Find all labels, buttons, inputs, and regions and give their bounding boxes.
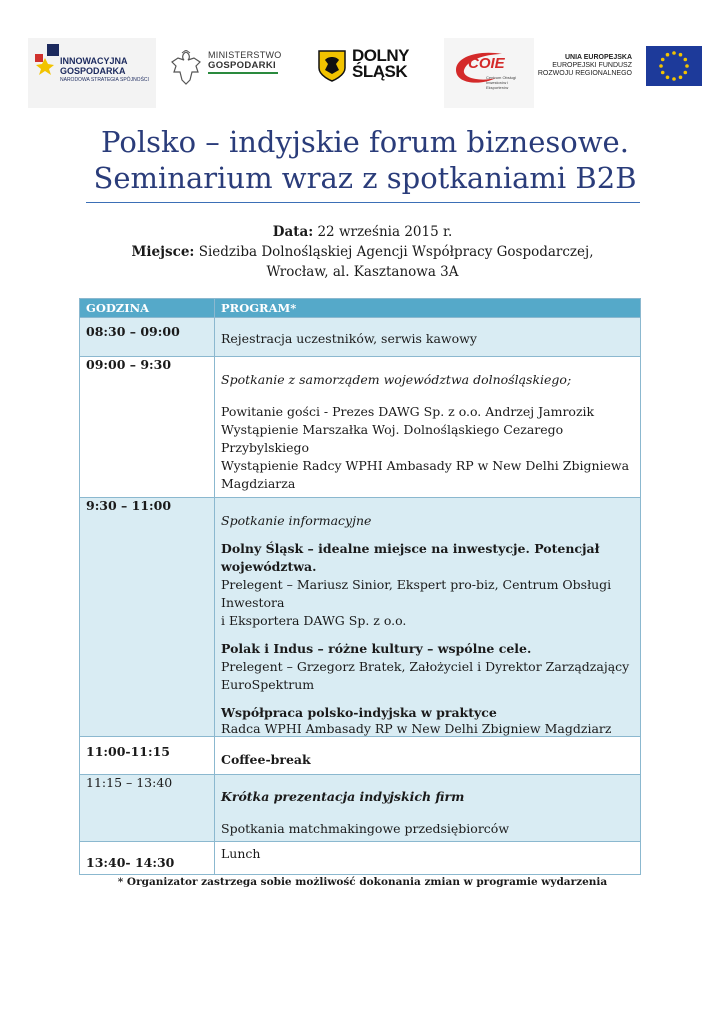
program-line: Radca WPHI Ambasady RP w New Delhi Zbigniew Magdziarz	[221, 721, 612, 736]
logo-bar	[20, 38, 710, 108]
coie-logo	[444, 38, 534, 108]
program-cell	[215, 775, 641, 842]
time-cell: 09:00 – 9:30	[80, 357, 215, 498]
eu-flag-icon	[646, 46, 702, 86]
program-line: Wystąpienie Radcy WPHI Ambasady RP w New Delhi Zbigniewa	[221, 458, 630, 473]
innowacyjna-line3: NARODOWA STRATEGIA SPÓJNOŚCI	[60, 77, 149, 83]
program-cell	[215, 842, 641, 875]
table-row	[80, 498, 641, 737]
innowacyjna-line2: GOSPODARKA	[60, 66, 126, 76]
program-cell	[215, 357, 641, 498]
time-cell: 9:30 – 11:00	[80, 498, 215, 737]
event-date	[80, 222, 645, 243]
ministerstwo-gospodarki-logo	[168, 38, 282, 108]
ue-line1: UNIA EUROPEJSKA	[564, 54, 632, 61]
program-line: Rejestracja uczestników, serwis kawowy	[221, 331, 477, 346]
program-cell	[215, 318, 641, 357]
ministerstwo-line2: GOSPODARKI	[208, 60, 276, 71]
footnote: * Organizator zastrzega sobie możliwość dokonania zmian w programie wydarzenia	[117, 876, 608, 888]
event-place	[80, 242, 645, 263]
ue-line2: EUROPEJSKI FUNDUSZ	[552, 62, 632, 69]
table-row	[80, 775, 641, 842]
program-cell	[215, 498, 641, 737]
dolny-slask-line1: DOLNY	[352, 46, 409, 65]
program-line: Spotkania matchmakingowe przedsiębiorców	[221, 821, 510, 836]
event-place-line2: Wrocław, al. Kasztanowa 3A	[266, 264, 459, 280]
ue-line3: ROZWOJU REGIONALNEGO	[537, 70, 632, 77]
table-row	[80, 318, 641, 357]
time-cell: 13:40- 14:30	[80, 842, 215, 875]
time-cell: 11:15 – 13:40	[80, 775, 215, 842]
ministerstwo-line1: MINISTERSTWO	[208, 50, 282, 60]
page-title	[80, 124, 650, 196]
dolny-slask-shield-icon	[318, 50, 346, 82]
coie-subtitle: Centrum Obsługi Inwestorów i Eksporterów	[486, 75, 517, 90]
program-line: Krótka prezentacja indyjskich firm	[221, 789, 465, 804]
date-value: 22 września 2015 r.	[317, 224, 453, 240]
innowacyjna-line1: INNOWACYJNA	[60, 56, 128, 66]
coie-name: COIE	[468, 55, 505, 72]
place-value: Siedziba Dolnośląskiej Agencji Współpracy Gospodarczej,	[198, 244, 594, 260]
program-line: województwa.	[221, 559, 317, 574]
dolny-slask-line2: ŚLĄSK	[352, 62, 408, 81]
program-line: Coffee-break	[221, 752, 311, 767]
program-line: Lunch	[221, 846, 261, 861]
header-program: PROGRAM*	[215, 299, 641, 318]
program-line: Magdziarza	[221, 476, 296, 491]
innowacyjna-gospodarka-logo	[28, 38, 156, 108]
time-cell: 11:00-11:15	[80, 737, 215, 775]
program-line: Spotkanie z samorządem województwa dolnośląskiego;	[221, 372, 572, 387]
time-cell: 08:30 – 09:00	[80, 318, 215, 357]
program-line: Prelegent – Mariusz Sinior, Ekspert pro-biz, Centrum Obsługi Inwestora	[221, 577, 612, 610]
eagle-icon	[170, 50, 202, 86]
place-label: Miejsce:	[131, 244, 195, 260]
table-row	[80, 842, 641, 875]
program-line: Wystąpienie Marszałka Woj. Dolnośląskiego Cezarego Przybylskiego	[221, 422, 564, 455]
dolny-slask-logo	[318, 38, 428, 108]
program-line: Współpraca polsko-indyjska w praktyce	[221, 705, 497, 720]
program-line: EuroSpektrum	[221, 677, 315, 692]
program-cell	[215, 737, 641, 775]
program-line: Polak i Indus – różne kultury – wspólne cele.	[221, 641, 532, 656]
ministerstwo-green-bar	[208, 72, 278, 74]
header-godzina: GODZINA	[80, 299, 215, 318]
unia-europejska-logo	[536, 38, 708, 108]
program-line: i Eksportera DAWG Sp. z o.o.	[221, 613, 407, 628]
program-table	[79, 298, 641, 875]
table-row	[80, 357, 641, 498]
title-divider	[86, 202, 640, 203]
program-line: Dolny Śląsk – idealne miejsce na inwestycje. Potencjał	[221, 541, 600, 556]
program-line: Spotkanie informacyjne	[221, 513, 372, 528]
date-label: Data:	[272, 224, 314, 240]
program-line: Powitanie gości - Prezes DAWG Sp. z o.o. Andrzej Jamrozik	[221, 404, 595, 419]
program-line: Prelegent – Grzegorz Bratek, Założyciel i Dyrektor Zarządzający	[221, 659, 630, 674]
title-line1: Polsko – indyjskie forum biznesowe.	[101, 125, 629, 159]
title-line2: Seminarium wraz z spotkaniami B2B	[93, 161, 637, 195]
table-row	[80, 737, 641, 775]
table-header-row	[80, 299, 641, 318]
